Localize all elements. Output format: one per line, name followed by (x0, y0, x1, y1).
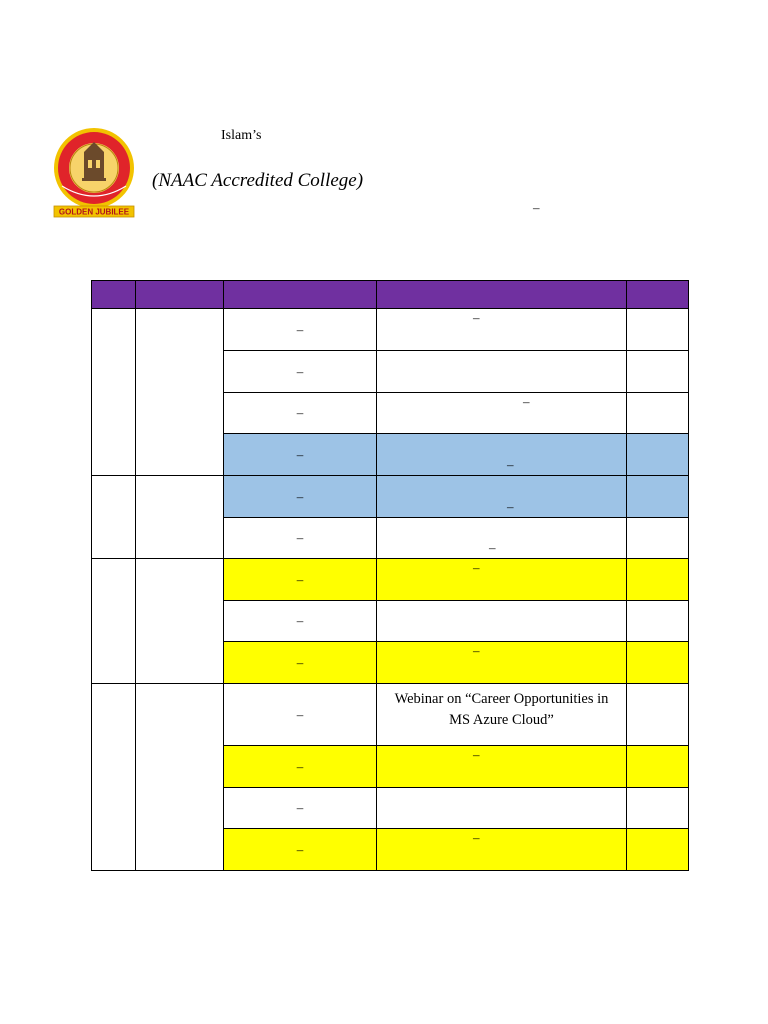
event-dash: – (523, 394, 530, 409)
remark-cell (627, 788, 689, 829)
date-cell (224, 518, 377, 559)
remark-cell (627, 476, 689, 518)
remark-cell (627, 642, 689, 684)
remark-cell (627, 746, 689, 788)
header-cell-remark (627, 281, 689, 309)
date-cell (224, 559, 377, 601)
date-cell (224, 829, 377, 871)
event-dash: – (473, 830, 480, 845)
date-text: – (296, 446, 304, 462)
table-row (92, 684, 689, 746)
date-text: – (296, 613, 304, 628)
event-dash: – (473, 560, 480, 575)
date-cell (224, 684, 377, 746)
remark-cell (627, 434, 689, 476)
event-cell (377, 309, 627, 351)
date-cell (224, 434, 377, 476)
month-cell (136, 309, 224, 476)
date-cell (224, 309, 377, 351)
event-cell (377, 746, 627, 788)
date-cell (224, 476, 377, 518)
month-cell (136, 476, 224, 559)
table-row (92, 309, 689, 351)
event-dash: – (489, 540, 496, 555)
event-cell (377, 434, 627, 476)
date-text: – (296, 363, 304, 379)
table-body (92, 309, 689, 871)
date-text: – (296, 841, 304, 857)
date-cell (224, 601, 377, 642)
header-cell-date (224, 281, 377, 309)
date-text: – (296, 405, 304, 420)
date-text: – (296, 654, 304, 670)
header-dash: – (533, 200, 540, 215)
event-cell (377, 601, 627, 642)
date-cell (224, 642, 377, 684)
event-cell (377, 559, 627, 601)
event-dash: – (473, 643, 480, 658)
event-cell (377, 393, 627, 434)
college-logo (52, 126, 136, 218)
date-text: – (296, 321, 304, 337)
sr-no-cell (92, 309, 136, 476)
event-cell (377, 642, 627, 684)
accreditation-text: (NAAC Accredited College) (152, 170, 364, 191)
date-cell (224, 788, 377, 829)
header-cell-month (136, 281, 224, 309)
month-cell (136, 684, 224, 871)
remark-cell (627, 684, 689, 746)
event-dash: – (507, 457, 514, 472)
sr-no-cell (92, 684, 136, 871)
date-text: – (296, 800, 304, 815)
remark-cell (627, 829, 689, 871)
date-text: – (296, 571, 304, 587)
remark-cell (627, 309, 689, 351)
remark-cell (627, 393, 689, 434)
remark-cell (627, 559, 689, 601)
event-cell (377, 351, 627, 393)
event-cell (377, 788, 627, 829)
event-cell (377, 476, 627, 518)
event-cell (377, 518, 627, 559)
remark-cell (627, 518, 689, 559)
date-text: – (296, 488, 304, 504)
header-cell-event (377, 281, 627, 309)
event-cell (377, 684, 627, 746)
sr-no-cell (92, 559, 136, 684)
event-dash: – (507, 499, 514, 514)
table-row (92, 476, 689, 518)
date-cell (224, 351, 377, 393)
event-title: Webinar on “Career Opportunities in MS Azure Cloud” (394, 690, 609, 728)
date-text: – (296, 530, 304, 545)
date-text: – (296, 706, 304, 722)
table-header-row (92, 281, 689, 309)
event-dash: – (473, 747, 480, 762)
college-name: Islam’s (221, 128, 262, 143)
remark-cell (627, 351, 689, 393)
event-dash: – (473, 310, 480, 325)
table-row (92, 559, 689, 601)
date-cell (224, 393, 377, 434)
date-cell (224, 746, 377, 788)
header-cell-sr (92, 281, 136, 309)
date-text: – (296, 758, 304, 774)
month-cell (136, 559, 224, 684)
event-cell (377, 829, 627, 871)
sr-no-cell (92, 476, 136, 559)
remark-cell (627, 601, 689, 642)
events-schedule-table (91, 280, 689, 871)
logo-banner-text: GOLDEN JUBILEE (58, 207, 130, 217)
